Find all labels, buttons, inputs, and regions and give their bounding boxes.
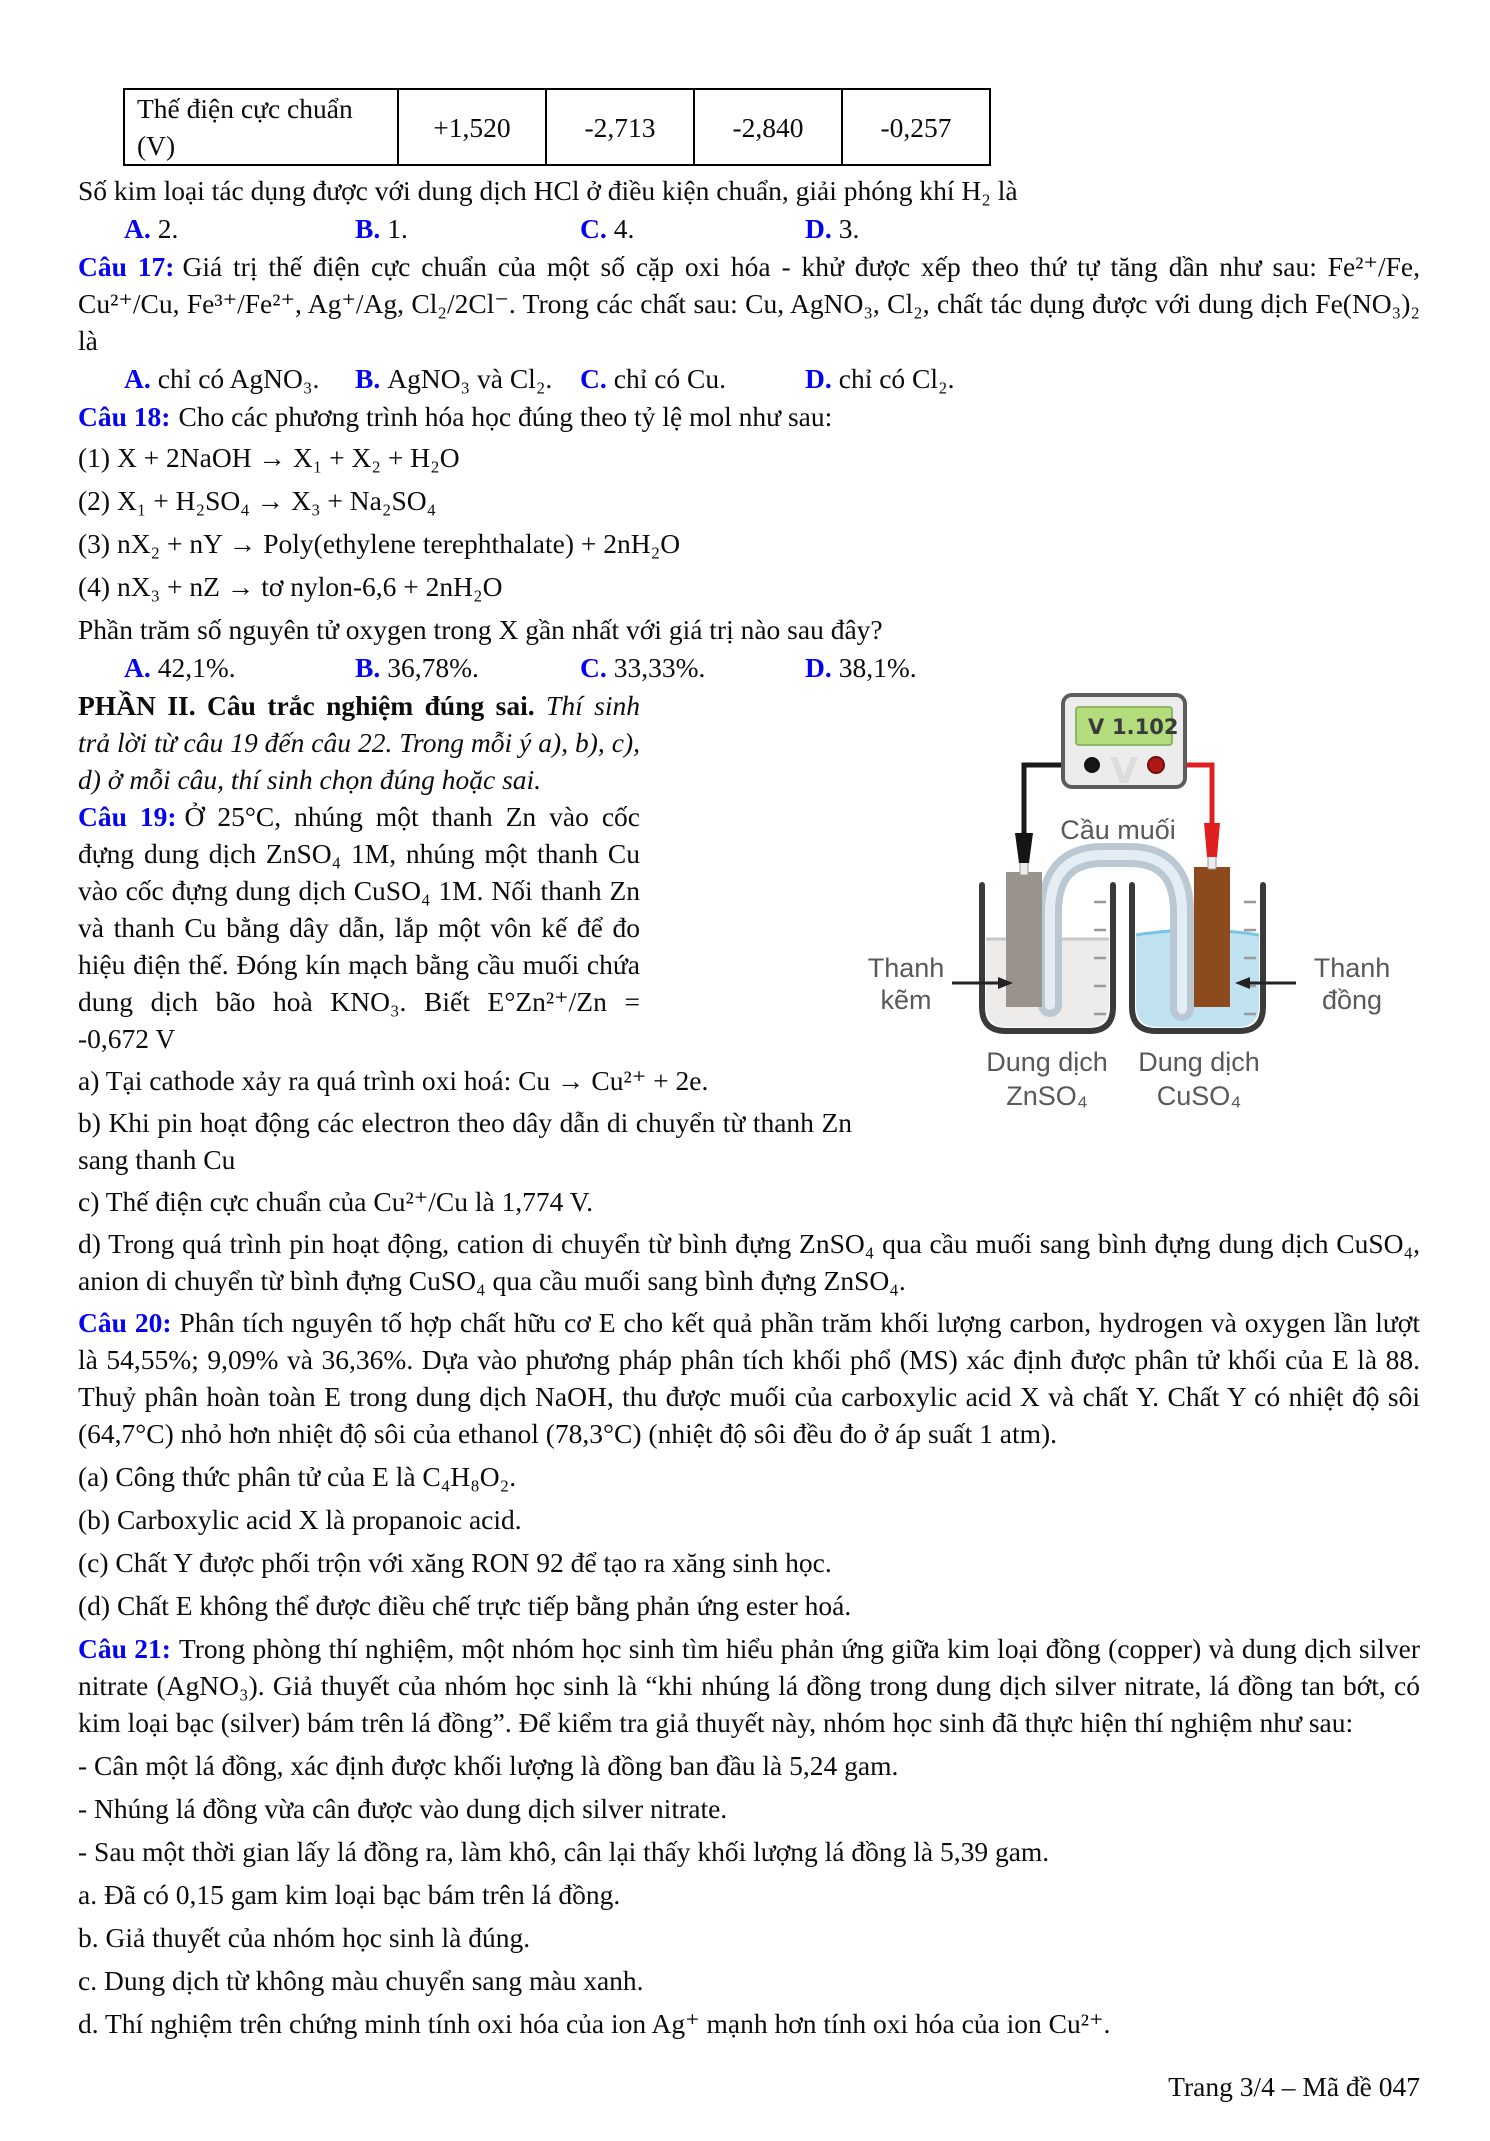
q18-option-b [355, 649, 580, 686]
q18-equation-3: (3) nX₂ + nY → Poly(ethylene terephthalate) + 2nH₂O [78, 528, 681, 559]
option-label: C. [580, 652, 607, 683]
option-text: 4. [613, 213, 635, 244]
option-text: chỉ có Cl₂. [838, 363, 955, 394]
option-label: C. [580, 213, 607, 244]
q19-stem-para [78, 798, 640, 1057]
q21-bullet-3: - Sau một thời gian lấy lá đồng ra, làm khô, cân lại thấy khối lượng lá đồng là 5,39 gam. [78, 1836, 1050, 1867]
table-value-4: -0,257 [842, 89, 990, 165]
q20-stem: Phân tích nguyên tố hợp chất hữu cơ E cho kết quả phần trăm khối lượng carbon, hydrogen và oxygen lần lượt là 54,55%; 9,09% và 36,36%. Dựa vào phương pháp phân tích khối phổ (MS) xác định được phân tử khối của E là 88. Thuỷ phân hoàn toàn E trong dung dịch NaOH, thu được muối của carboxylic acid X và chất Y. Chất Y có nhiệt độ sôi (64,7°C) nhỏ hơn nhiệt độ sôi của ethanol (78,3°C) (nhiệt độ sôi đều đo ở áp suất 1 atm). [78, 1307, 1420, 1449]
q20-number: Câu 20: [78, 1307, 172, 1338]
option-label: A. [124, 213, 151, 244]
q17-options [78, 360, 1420, 397]
option-text: 2. [157, 213, 179, 244]
cuso4-label-line1: Dung dịch [1138, 1047, 1260, 1077]
part2-header [78, 687, 640, 798]
q18-stem: Cho các phương trình hóa học đúng theo tỷ lệ mol như sau: [178, 401, 833, 432]
page-footer: Trang 3/4 – Mã đề 047 [1168, 2071, 1420, 2102]
table-value-3: -2,840 [694, 89, 842, 165]
q16-option-c [580, 210, 805, 247]
zinc-bar-label-line2: kẽm [880, 985, 932, 1015]
voltmeter-reading: 1.102 [1112, 715, 1179, 739]
voltmeter-positive-terminal [1148, 757, 1164, 773]
salt-bridge-label: Cầu muối [1060, 815, 1176, 845]
electrode-potential-table [123, 88, 991, 166]
option-text: 38,1%. [838, 652, 917, 683]
voltmeter-unit: V [1088, 715, 1105, 739]
q19-stem: Ở 25°C, nhúng một thanh Zn vào cốc đựng dung dịch ZnSO₄ 1M, nhúng một thanh Cu vào cốc đựng dung dịch CuSO₄ 1M. Nối thanh Zn và thanh Cu bằng dây dẫn, lắp một vôn kế để đo hiệu điện thế. Đóng kín mạch bằng cầu muối chứa dung dịch bão hoà KNO₃. Biết E°Zn²⁺/Zn = -0,672 V [78, 801, 640, 1054]
q19-item-c: c) Thế điện cực chuẩn của Cu²⁺/Cu là 1,774 V. [78, 1186, 593, 1217]
q21-number: Câu 21: [78, 1633, 171, 1664]
galvanic-cell-svg [860, 687, 1420, 1122]
copper-bar-label-line2: đồng [1321, 985, 1383, 1015]
part2-title: PHẦN II. Câu trắc nghiệm đúng sai. [78, 690, 535, 721]
q21-item-c: c. Dung dịch từ không màu chuyển sang màu xanh. [78, 1965, 644, 1996]
copper-electrode [1194, 867, 1230, 1007]
q18-equation-2: (2) X₁ + H₂SO₄ → X₃ + Na₂SO₄ [78, 485, 437, 516]
part2-q19-section [78, 687, 1420, 1299]
option-label: B. [355, 363, 381, 394]
option-label: A. [124, 363, 151, 394]
q19-item-b: b) Khi pin hoạt động các electron theo dây dẫn di chuyển từ thanh Zn sang thanh Cu [78, 1107, 852, 1175]
q16-options [78, 210, 1420, 247]
option-label: D. [805, 652, 832, 683]
q21-item-b: b. Giả thuyết của nhóm học sinh là đúng. [78, 1922, 531, 1953]
zinc-electrode [1006, 872, 1042, 1007]
q16-option-a [124, 210, 355, 247]
option-label: D. [805, 213, 832, 244]
q18-option-d [805, 649, 1420, 686]
q21-stem: Trong phòng thí nghiệm, một nhóm học sinh tìm hiểu phản ứng giữa kim loại đồng (copper) và dung dịch silver nitrate (AgNO₃). Giả thuyết của nhóm học sinh là “khi nhúng lá đồng trong dung dịch silver nitrate, lá đồng tan bớt, có kim loại bạc (silver) bám trên lá đồng”. Để kiểm tra giả thuyết này, nhóm học sinh đã thực hiện thí nghiệm như sau: [78, 1633, 1421, 1738]
q21-stem-para [78, 1630, 1420, 1741]
q18-option-c [580, 649, 805, 686]
option-label: B. [355, 652, 381, 683]
table-row-label: Thế điện cực chuẩn (V) [124, 89, 398, 165]
q17-stem: Giá trị thế điện cực chuẩn của một số cặp oxi hóa - khử được xếp theo thứ tự tăng dần như sau: Fe²⁺/Fe, Cu²⁺/Cu, Fe³⁺/Fe²⁺, Ag⁺/Ag, Cl₂/2Cl⁻. Trong các chất sau: Cu, AgNO₃, Cl₂, chất tác dụng được với dung dịch Fe(NO₃)₂ là [78, 251, 1421, 356]
q17-option-d [805, 360, 1420, 397]
option-text: 42,1%. [157, 652, 236, 683]
cuso4-label-line2: CuSO₄ [1156, 1081, 1242, 1111]
option-text: chỉ có AgNO₃. [157, 363, 320, 394]
q20-item-a: (a) Công thức phân tử của E là C₄H₈O₂. [78, 1461, 517, 1492]
q20-item-b: (b) Carboxylic acid X là propanoic acid. [78, 1504, 522, 1535]
option-text: 3. [838, 213, 860, 244]
table-row [124, 89, 990, 165]
znso4-label-line1: Dung dịch [986, 1047, 1108, 1077]
q21-item-d: d. Thí nghiệm trên chứng minh tính oxi hóa của ion Ag⁺ mạnh hơn tính oxi hóa của ion Cu²⁺. [78, 2008, 1111, 2039]
copper-bar-label-line1: Thanh [1313, 953, 1391, 983]
q18-equation-4: (4) nX₃ + nZ → tơ nylon-6,6 + 2nH₂O [78, 571, 503, 602]
q19-number: Câu 19: [78, 801, 177, 832]
q17-stem-para [78, 248, 1420, 359]
q17-option-c [580, 360, 805, 397]
voltmeter-negative-terminal [1084, 757, 1100, 773]
q18-option-a [124, 649, 355, 686]
q18-number: Câu 18: [78, 401, 171, 432]
option-label: B. [355, 213, 381, 244]
q21-bullet-1: - Cân một lá đồng, xác định được khối lượng là đồng ban đầu là 5,24 gam. [78, 1750, 899, 1781]
table-value-1: +1,520 [398, 89, 546, 165]
q18-equation-1: (1) X + 2NaOH → X₁ + X₂ + H₂O [78, 442, 460, 473]
red-clip [1204, 823, 1220, 857]
q21-item-a: a. Đã có 0,15 gam kim loại bạc bám trên lá đồng. [78, 1879, 621, 1910]
znso4-label-line2: ZnSO₄ [1006, 1081, 1088, 1111]
option-text: 33,33%. [613, 652, 706, 683]
voltmeter-watermark: V [1110, 751, 1138, 792]
option-label: C. [580, 363, 607, 394]
option-text: 1. [387, 213, 408, 244]
q17-option-b [355, 360, 580, 397]
q16-stem: Số kim loại tác dụng được với dung dịch HCl ở điều kiện chuẩn, giải phóng khí H₂ là [78, 175, 1018, 206]
q20-item-d: (d) Chất E không thể được điều chế trực tiếp bằng phản ứng ester hoá. [78, 1590, 852, 1621]
q18-question: Phần trăm số nguyên tử oxygen trong X gần nhất với giá trị nào sau đây? [78, 614, 883, 645]
table-value-2: -2,713 [546, 89, 694, 165]
zinc-bar-label-line1: Thanh [867, 953, 945, 983]
q16-option-d [805, 210, 1420, 247]
q18-stem-para [78, 398, 1420, 435]
q19-item-a: a) Tại cathode xảy ra quá trình oxi hoá: Cu → Cu²⁺ + 2e. [78, 1065, 709, 1096]
q20-stem-para [78, 1304, 1420, 1452]
q16-option-b [355, 210, 580, 247]
q17-number: Câu 17: [78, 251, 175, 282]
part2-instructions: Thí sinh trả lời từ câu 19 đến câu 22. Trong mỗi ý a), b), c), d) ở mỗi câu, thí sinh chọn đúng hoặc sai. [78, 690, 640, 795]
q20-item-c: (c) Chất Y được phối trộn với xăng RON 92 để tạo ra xăng sinh học. [78, 1547, 832, 1578]
q19-item-d: d) Trong quá trình pin hoạt động, cation di chuyển từ bình đựng ZnSO₄ qua cầu muối sang bình đựng dung dịch CuSO₄, anion di chuyển từ bình đựng CuSO₄ qua cầu muối sang bình đựng ZnSO₄. [78, 1228, 1420, 1296]
q21-bullet-2: - Nhúng lá đồng vừa cân được vào dung dịch silver nitrate. [78, 1793, 728, 1824]
option-label: A. [124, 652, 151, 683]
q18-options [78, 649, 1420, 686]
option-label: D. [805, 363, 832, 394]
black-clip [1015, 833, 1033, 863]
q17-option-a [124, 360, 355, 397]
galvanic-cell-diagram [860, 687, 1420, 1122]
option-text: chỉ có Cu. [613, 363, 727, 394]
option-text: 36,78%. [387, 652, 479, 683]
option-text: AgNO₃ và Cl₂. [387, 363, 553, 394]
